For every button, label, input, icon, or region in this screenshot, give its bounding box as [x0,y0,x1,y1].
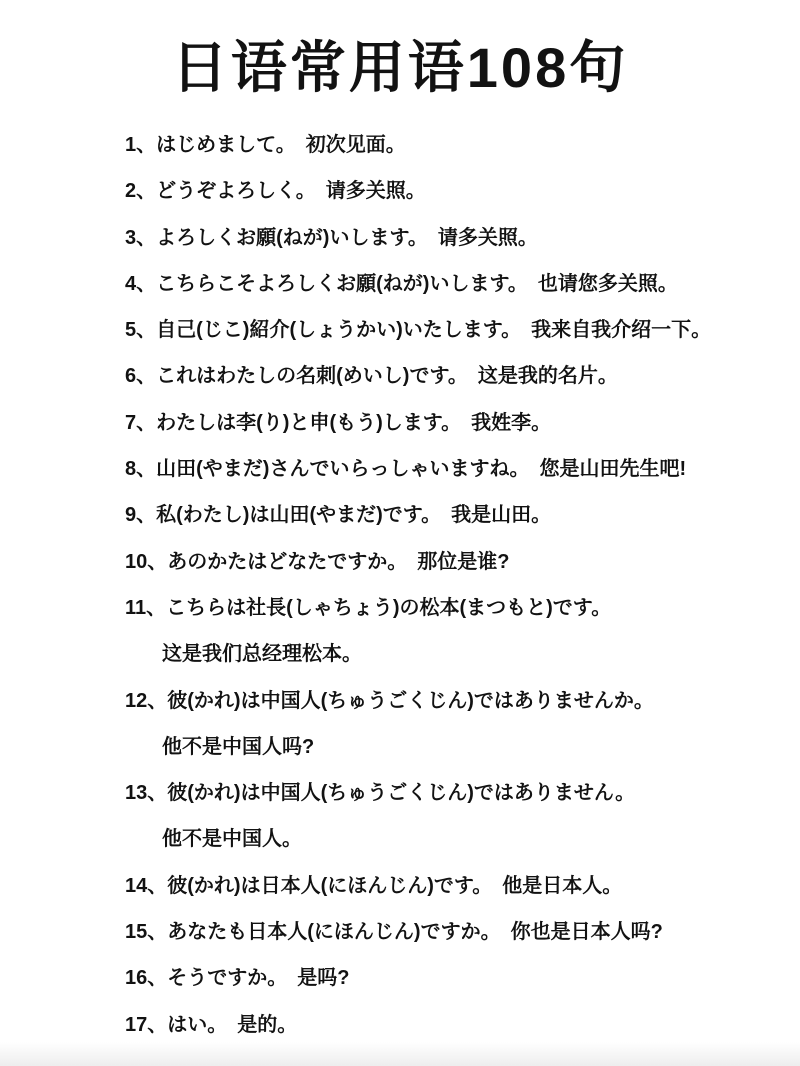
phrase-text: 彼(かれ)は中国人(ちゅうごくじん)ではありませんか。 [167,689,654,712]
phrase-text: よろしくお願(ねが)いします。 请多关照。 [156,226,538,249]
phrase-text: あなたも日本人(にほんじん)ですか。 你也是日本人吗? [167,921,663,944]
phrase-item [125,585,780,678]
phrase-text: わたしは李(り)と申(もう)します。 我姓李。 [156,411,552,434]
phrase-list [125,122,780,1048]
phrase-number: 17、 [125,1013,168,1036]
phrase-text: 私(わたし)は山田(やまだ)です。 我是山田。 [156,504,552,527]
phrase-item [125,168,780,214]
phrase-line [125,1002,780,1048]
phrase-number: 10、 [125,550,168,573]
phrase-item [125,539,780,585]
phrase-text: 彼(かれ)は日本人(にほんじん)です。 他是日本人。 [167,874,623,897]
phrase-text: あのかたはどなたですか。 那位是谁? [167,550,510,573]
page-title: 日语常用语108句 [171,36,629,99]
phrase-text: どうぞよろしく。 请多关照。 [156,180,426,203]
phrase-number: 15、 [125,921,168,944]
phrase-item [125,307,780,353]
phrase-line [125,585,780,631]
phrase-text: こちらは社長(しゃちょう)の松本(まつもと)です。 [166,596,612,619]
phrase-line [125,909,780,955]
phrase-text: これはわたしの名刺(めいし)です。 这是我的名片。 [156,365,618,388]
phrase-continuation: 他不是中国人吗? [162,735,315,758]
phrase-text: はい。 是的。 [167,1013,298,1036]
phrase-line [125,400,780,446]
phrase-number: 4、 [125,272,157,295]
phrase-number: 7、 [125,411,157,434]
phrase-item [125,492,780,538]
phrase-text: 自己(じこ)紹介(しょうかい)いたします。 我来自我介绍一下。 [156,319,712,342]
phrase-text: こちらこそよろしくお願(ねが)いします。 也请您多关照。 [156,272,678,295]
phrase-item [125,446,780,492]
phrase-item [125,863,780,909]
phrase-text: 彼(かれ)は中国人(ちゅうごくじん)ではありません。 [167,782,636,805]
phrase-text: はじめまして。 初次见面。 [156,134,406,156]
phrase-number: 12、 [125,689,168,712]
phrase-line [125,678,780,724]
phrase-line [125,863,780,909]
phrase-continuation: 他不是中国人。 [162,828,302,851]
phrase-number: 8、 [125,458,157,481]
phrase-text: 山田(やまだ)さんでいらっしゃいますね。 您是山田先生吧! [156,458,687,481]
phrase-number: 16、 [125,967,168,990]
phrase-number: 5、 [125,319,157,342]
phrase-item [125,261,780,307]
phrase-continuation: 这是我们总经理松本。 [162,643,362,666]
phrase-item [125,678,780,771]
phrase-line [125,122,780,168]
phrase-item [125,909,780,955]
phrase-number: 3、 [125,226,157,249]
phrase-line [125,955,780,1001]
phrase-line [125,446,780,492]
phrase-line [125,168,780,214]
phrase-number: 11、 [125,596,167,619]
phrase-item [125,955,780,1001]
phrase-item [125,215,780,261]
phrase-number: 2、 [125,180,157,203]
phrase-line [125,353,780,399]
phrase-line [125,261,780,307]
phrase-number: 14、 [125,874,168,897]
phrase-line [125,307,780,353]
phrase-line [125,539,780,585]
phrase-number: 9、 [125,504,157,527]
phrase-number: 1、 [125,134,157,156]
phrase-number: 6、 [125,365,157,388]
phrase-item [125,770,780,863]
phrase-item [125,122,780,168]
phrase-item [125,400,780,446]
phrase-text: そうですか。 是吗? [167,967,350,990]
phrase-item [125,353,780,399]
phrase-line [125,492,780,538]
phrase-line [125,770,780,816]
phrase-item [125,1002,780,1048]
phrase-number: 13、 [125,782,168,805]
phrase-line [125,215,780,261]
